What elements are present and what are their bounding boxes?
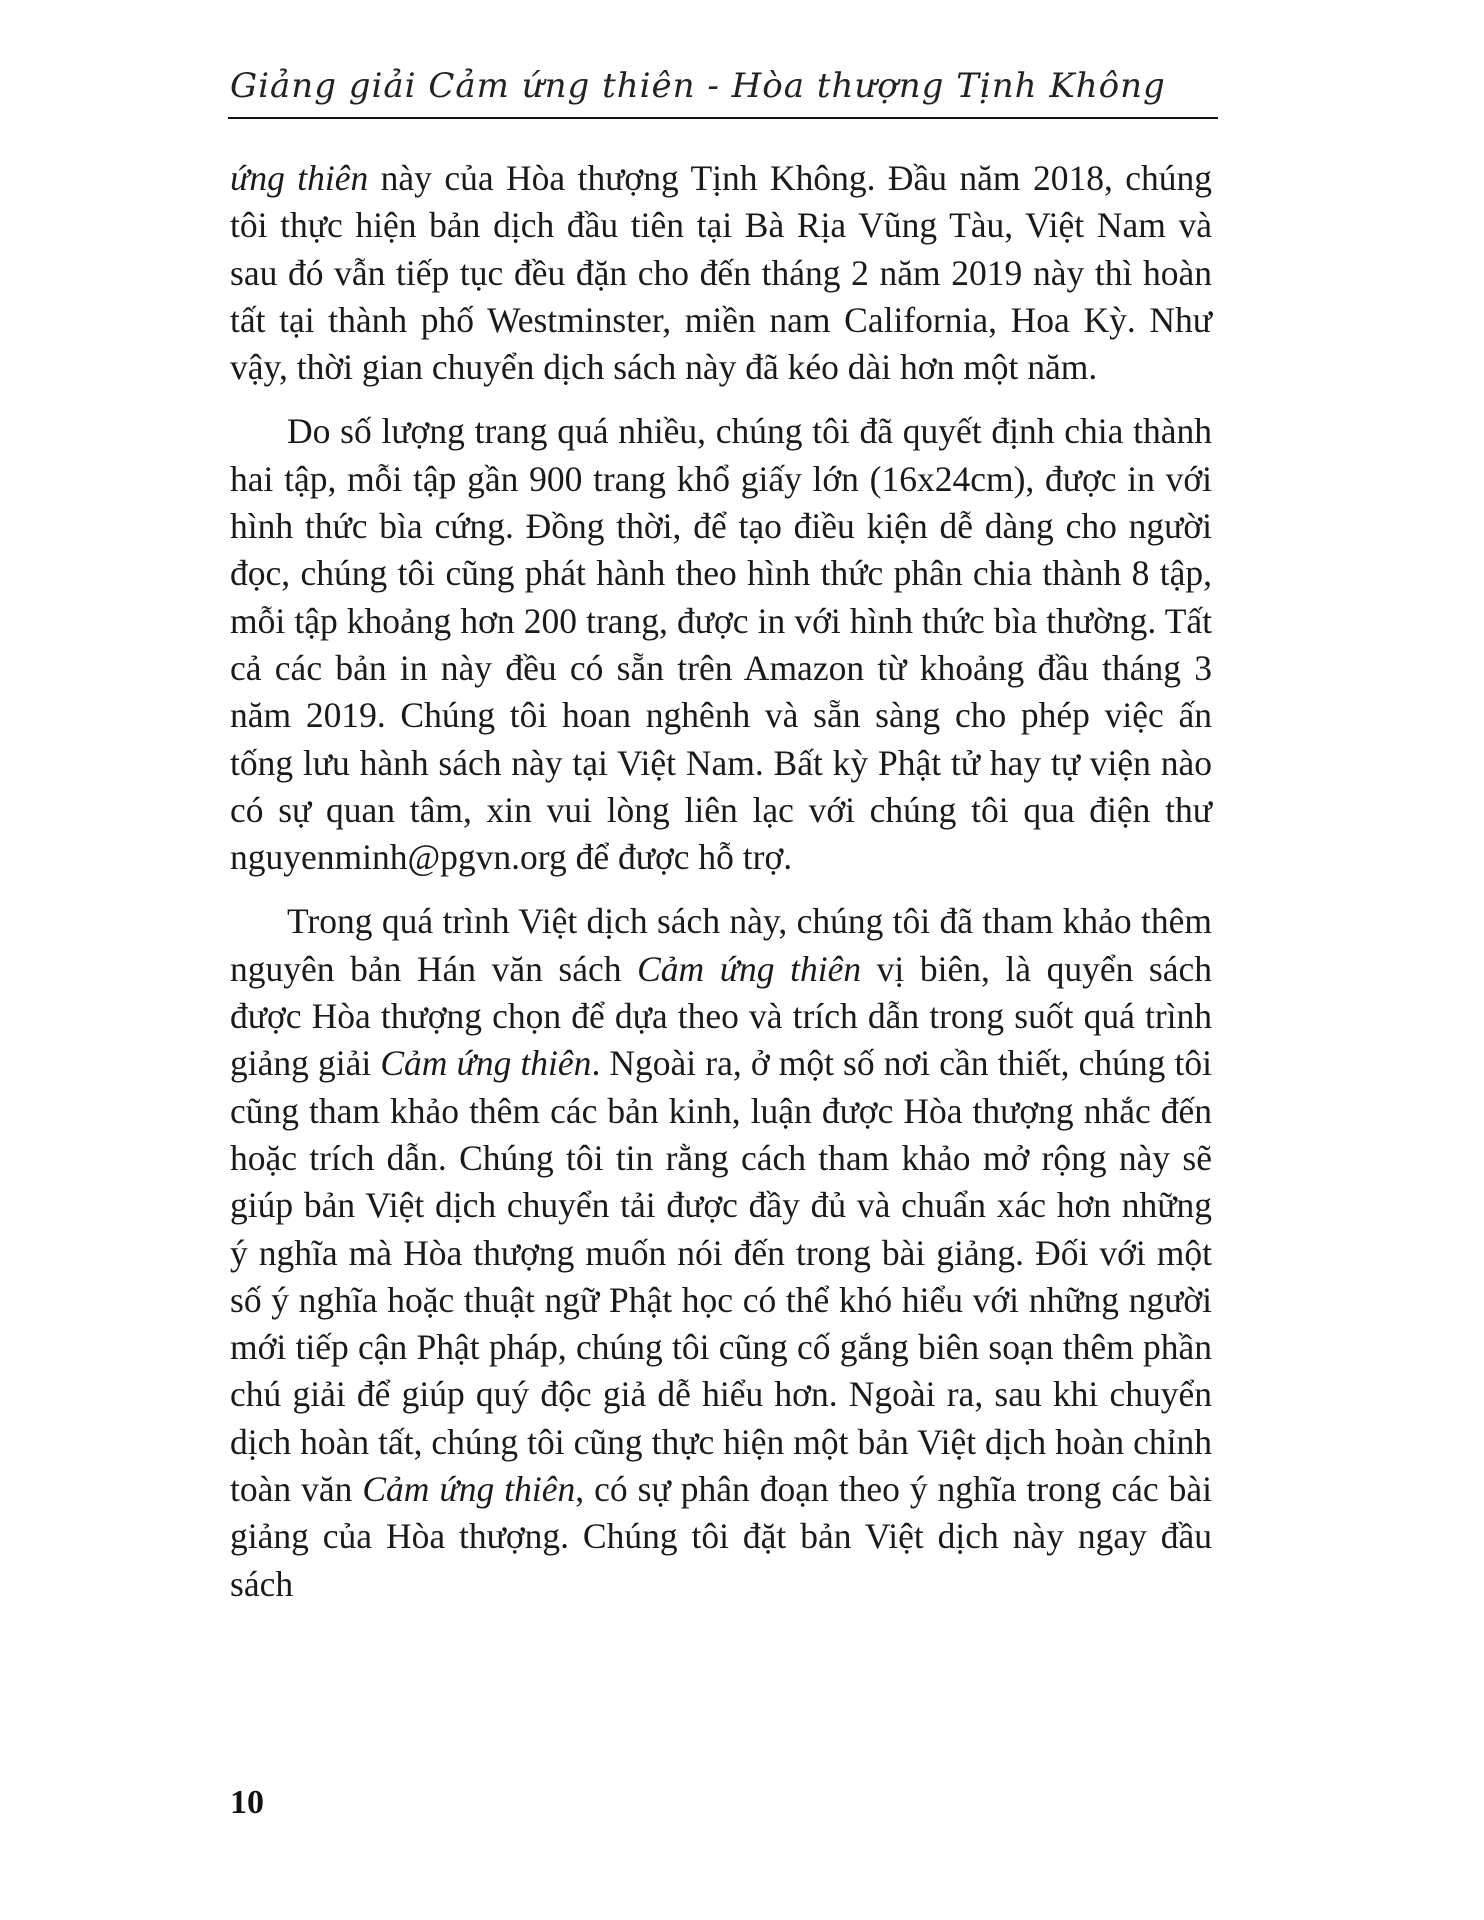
paragraph-3 (230, 898, 1212, 1607)
paragraph-1 (230, 155, 1212, 391)
text-run: . Ngoài ra, ở một số nơi cần thiết, chúng tôi cũng tham khảo thêm các bản kinh, luận được Hòa thượng nhắc đến hoặc trích dẫn. Chúng tôi tin rằng cách tham khảo mở rộng này sẽ giúp bản Việt dịch chuyển tải được đầy đủ và chuẩn xác hơn những ý nghĩa mà Hòa thượng muốn nói đến trong bài giảng. Đối với một số ý nghĩa hoặc thuật ngữ Phật học có thể khó hiểu với những người mới tiếp cận Phật pháp, chúng tôi cũng cố gắng biên soạn thêm phần chú giải để giúp quý độc giả dễ hiểu hơn. Ngoài ra, sau khi chuyển dịch hoàn tất, chúng tôi cũng thực hiện một bản Việt dịch hoàn chỉnh toàn văn (230, 1043, 1212, 1510)
body-text (230, 155, 1212, 1625)
italic-title: Cảm ứng thiên (637, 948, 862, 989)
text-run: vị biên, là quyển sách được Hòa thượng chọn để dựa theo và trích dẫn trong suốt quá trình giảng giải (230, 948, 1212, 1084)
header-divider (228, 117, 1218, 119)
running-header: Giảng giải Cảm ứng thiên - Hòa thượng Tịnh Không (230, 66, 1166, 106)
page-number: 10 (230, 1784, 264, 1821)
text-run: Trong quá trình Việt dịch sách này, chúng tôi đã tham khảo thêm nguyên bản Hán văn sách (230, 901, 1212, 989)
text-run: , có sự phân đoạn theo ý nghĩa trong các bài giảng của Hòa thượng. Chúng tôi đặt bản Việt dịch này ngay đầu sách (230, 1469, 1212, 1604)
paragraph-2 (230, 408, 1212, 881)
italic-title: Cảm ứng thiên (362, 1469, 576, 1510)
text-run: Do số lượng trang quá nhiều, chúng tôi đã quyết định chia thành hai tập, mỗi tập gần 900 trang khổ giấy lớn (16x24cm), được in với hình thức bìa cứng. Đồng thời, để tạo điều kiện dễ dàng cho người đọc, chúng tôi cũng phát hành theo hình thức phân chia thành 8 tập, mỗi tập khoảng hơn 200 trang, được in với hình thức bìa thường. Tất cả các bản in này đều có sẵn trên Amazon từ khoảng đầu tháng 3 năm 2019. Chúng tôi hoan nghênh và sẵn sàng cho phép việc ấn tống lưu hành sách này tại Việt Nam. Bất kỳ Phật tử hay tự viện nào có sự quan tâm, xin vui lòng liên lạc với chúng tôi qua điện thư nguyenminh@pgvn.org để được hỗ trợ. (230, 411, 1212, 878)
text-run: này của Hòa thượng Tịnh Không. Đầu năm 2018, chúng tôi thực hiện bản dịch đầu tiên tại Bà Rịa Vũng Tàu, Việt Nam và sau đó vẫn tiếp tục đều đặn cho đến tháng 2 năm 2019 này thì hoàn tất tại thành phố Westminster, miền nam California, Hoa Kỳ. Như vậy, thời gian chuyển dịch sách này đã kéo dài hơn một năm. (230, 158, 1212, 388)
italic-title: ứng thiên (230, 158, 369, 198)
italic-title: Cảm ứng thiên (380, 1043, 592, 1084)
